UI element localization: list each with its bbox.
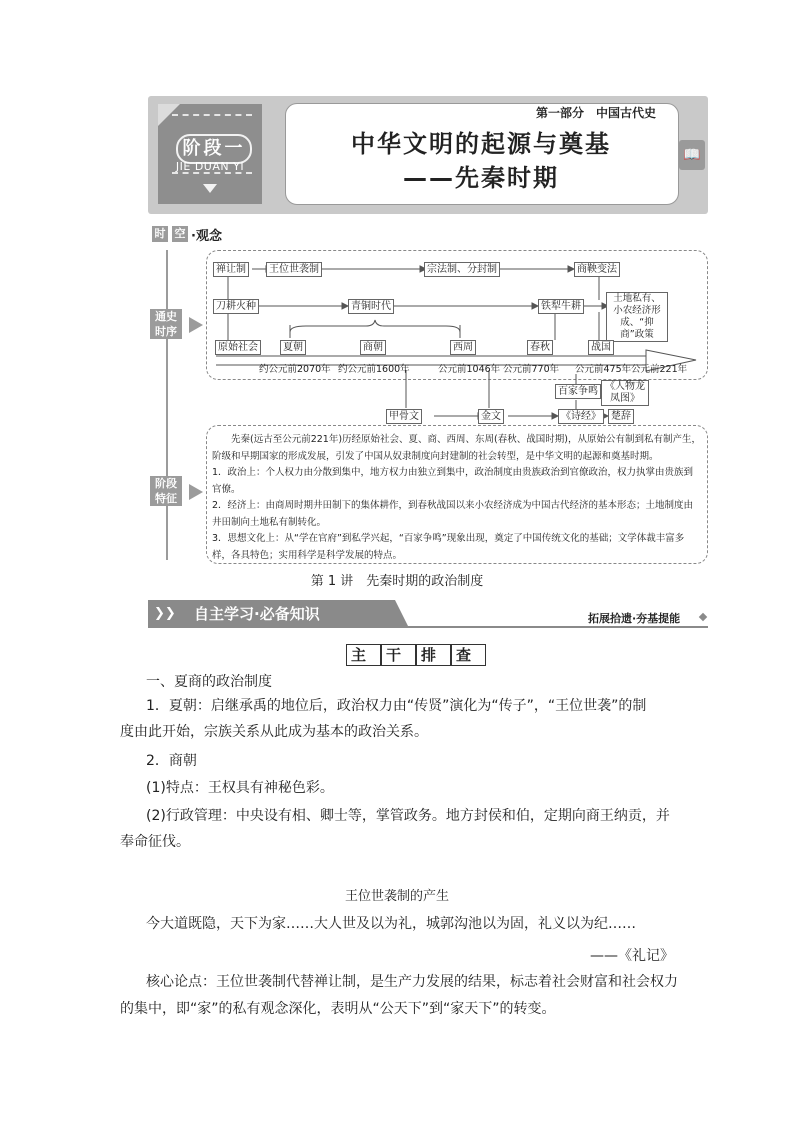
period-xia: 夏朝 xyxy=(280,340,306,355)
section-heading-xiashang: 一、夏商的政治制度 xyxy=(146,674,272,690)
stage-title: 阶段一 xyxy=(176,134,252,164)
box-wangwei-shixi: 王位世袭制 xyxy=(266,262,322,277)
badge-down-arrow-icon xyxy=(203,184,217,193)
main-title-line2: ——先秦时期 xyxy=(403,164,559,192)
box-baijia-zhengming: 百家争鸣 xyxy=(555,384,601,399)
arrow-right-icon xyxy=(189,317,203,333)
box-tudi-siyou: 土地私有、小农经济形成、“抑商”政策 xyxy=(606,292,668,342)
zizhu-banner-title: 自主学习·必备知识 xyxy=(194,605,320,623)
tag-char: 征 xyxy=(166,492,177,505)
tag-char: 阶 xyxy=(155,477,166,490)
left-vertical-rule xyxy=(166,250,168,560)
zhugan-char: 干 xyxy=(381,644,416,666)
box-zongfa-fenfeng: 宗法制、分封制 xyxy=(424,262,500,277)
date-qin: 公元前221年 xyxy=(631,364,688,375)
tag-char: 史 xyxy=(166,310,177,323)
box-daogeng-huozhong: 刀耕火种 xyxy=(213,299,259,314)
shikong-box-kong: 空 xyxy=(172,226,188,242)
diamond-icon xyxy=(699,613,707,621)
main-title-line1: 中华文明的起源与奠基 xyxy=(351,130,611,158)
liji-quote: 今大道既隐，天下为家……大人世及以为礼，城郭沟池以为固，礼义以为纪…… xyxy=(146,916,636,932)
summary-text xyxy=(212,432,702,564)
box-jinwen: 金文 xyxy=(478,409,504,424)
box-tieli-niugeng: 铁犁牛耕 xyxy=(538,299,584,314)
core-argument-line1: 核心论点：王位世袭制代替禅让制，是生产力发展的结果，标志着社会财富和社会权力 xyxy=(146,974,678,990)
tag-char: 段 xyxy=(166,477,177,490)
xia-para-line1: 1．夏朝：启继承禹的地位后，政治权力由“传贤”演化为“传子”，“王位世袭”的制 xyxy=(146,698,647,714)
date-xia: 约公元前2070年 xyxy=(259,364,331,375)
topic-heading: 王位世袭制的产生 xyxy=(344,889,449,904)
summary-politics: 1．政治上：个人权力由分散到集中，地方权力由独立到集中，政治制度由贵族政治到官僚政治，权力执掌由贵族到官僚。 xyxy=(212,467,694,495)
liji-source: ——《礼记》 xyxy=(590,948,674,964)
shikong-label: ·观念 xyxy=(191,229,222,244)
zhugan-heading xyxy=(346,644,486,665)
core-argument-line2: 的集中，即“家”的私有观念深化，表明从“公天下”到“家天下”的转变。 xyxy=(120,1001,556,1017)
shang-admin-line1: (2)行政管理：中央设有相、卿士等，掌管政务。地方封侯和伯，定期向商王纳贡，并 xyxy=(146,808,670,824)
box-chuci: 楚辞 xyxy=(608,409,634,424)
date-xizhou: 公元前1046年 xyxy=(438,364,501,375)
zhugan-char: 主 xyxy=(346,644,381,666)
period-yuanshi: 原始社会 xyxy=(215,340,261,355)
tag-char: 时 xyxy=(155,325,166,338)
box-qingtong-shidai: 青铜时代 xyxy=(348,299,394,314)
period-shang: 商朝 xyxy=(360,340,386,355)
shang-trait: (1)特点：王权具有神秘色彩。 xyxy=(146,780,334,796)
box-shangyang-bianfa: 商鞅变法 xyxy=(574,262,620,277)
tag-char: 通 xyxy=(155,310,166,323)
shikong-box-shi: 时 xyxy=(152,226,168,242)
part-label: 第一部分 中国古代史 xyxy=(536,106,657,120)
jieduan-tezheng-tag xyxy=(150,476,182,506)
xia-para-line2: 度由此开始，宗族关系从此成为基本的政治关系。 xyxy=(120,724,428,740)
period-zhanguo: 战国 xyxy=(588,340,614,355)
stage-subtitle: JIE DUAN YI xyxy=(175,160,245,173)
summary-intro: 先秦(远古至公元前221年)历经原始社会、夏、商、西周、东周(春秋、战国时期)，从原始公有制到私有制产生，阶级和早期国家的形成发展，引发了中国从奴隶制度向封建制的社会转型，是中华文明的起源和奠基时期。 xyxy=(212,434,701,462)
tongshi-tag xyxy=(150,309,182,339)
period-xizhou: 西周 xyxy=(450,340,476,355)
zhugan-char: 查 xyxy=(451,644,486,666)
date-shang: 约公元前1600年 xyxy=(338,364,410,375)
zhugan-char: 排 xyxy=(416,644,451,666)
box-renwu-longfeng-tu: 《人物龙凤图》 xyxy=(601,380,649,406)
tag-char: 特 xyxy=(155,492,166,505)
box-shijing: 《诗经》 xyxy=(558,409,604,424)
lecture-title: 第 1 讲 先秦时期的政治制度 xyxy=(310,574,484,589)
date-zhanguo: 公元前475年 xyxy=(575,364,632,375)
box-jiaguwen: 甲骨文 xyxy=(386,409,422,424)
arrow-right-icon xyxy=(189,484,203,500)
summary-economy: 2．经济上：由商周时期井田制下的集体耕作，到春秋战国以来小农经济成为中国古代经济的基本形态；土地制度由井田制向土地私有制转化。 xyxy=(212,500,694,528)
zizhu-banner-right: 拓展拾遗·夯基提能 xyxy=(588,612,681,625)
date-chunqiu: 公元前770年 xyxy=(503,364,560,375)
shang-heading: 2．商朝 xyxy=(146,753,197,769)
tag-char: 序 xyxy=(166,325,177,338)
zizhu-banner-rule xyxy=(148,626,708,628)
box-shanrang: 禅让制 xyxy=(213,262,249,277)
shang-admin-line2: 奉命征伐。 xyxy=(120,834,190,850)
period-chunqiu: 春秋 xyxy=(527,340,553,355)
badge-dash-top xyxy=(172,114,252,116)
book-icon[interactable]: 📖 xyxy=(679,140,705,170)
double-chevron-icon: ❯❯ xyxy=(154,606,176,621)
summary-culture: 3．思想文化上：从“学在官府”到私学兴起，“百家争鸣”现象出现，奠定了中国传统文化的基础；文学体裁丰富多样，各具特色；实用科学是科学发展的特点。 xyxy=(212,533,685,561)
